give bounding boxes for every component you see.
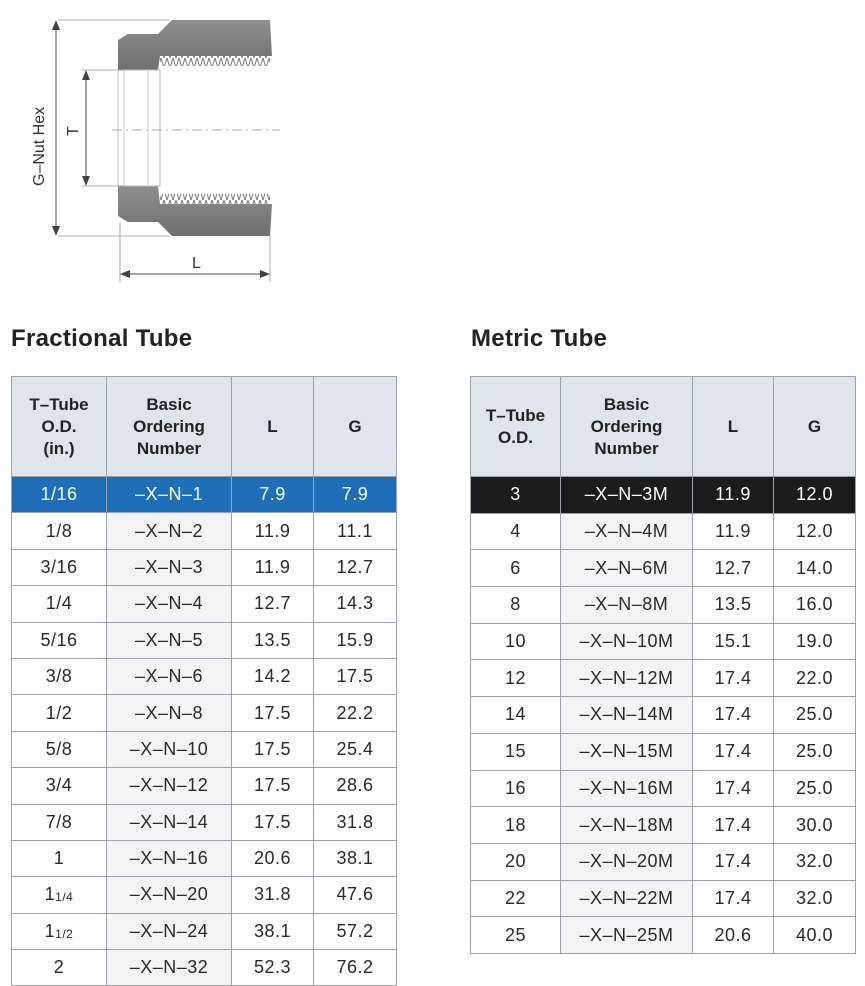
tube-od-value: 5/8: [45, 738, 73, 759]
cell-tube-od: [12, 477, 107, 513]
tube-od-fraction: 1/2: [55, 926, 74, 941]
table-row: [12, 804, 397, 840]
header-g: G: [774, 377, 856, 477]
cell-g: 31.8: [314, 804, 397, 840]
cell-tube-od: [12, 549, 107, 585]
cell-ordering-number: –X–N–18M: [561, 807, 693, 844]
cell-tube-od: [471, 587, 561, 624]
cell-g: 25.0: [774, 770, 856, 807]
cell-g: 17.5: [314, 658, 397, 694]
tube-od-value: 1/8: [45, 520, 73, 541]
table-row: [471, 697, 856, 734]
tube-od-value: 10: [504, 631, 527, 652]
tube-od-value: 5/16: [40, 629, 78, 650]
cell-g: 38.1: [314, 840, 397, 876]
tube-od-value: 7/8: [45, 811, 73, 832]
cell-ordering-number: –X–N–6: [107, 658, 232, 694]
header-l: L: [232, 377, 314, 477]
cell-tube-od: [471, 477, 561, 514]
header-g: G: [314, 377, 397, 477]
cell-ordering-number: –X–N–14M: [561, 697, 693, 734]
cell-g: 16.0: [774, 587, 856, 624]
cell-l: 17.5: [232, 695, 314, 731]
cell-ordering-number: –X–N–6M: [561, 550, 693, 587]
cell-ordering-number: –X–N–16M: [561, 770, 693, 807]
cell-tube-od: [12, 695, 107, 731]
table-row: [471, 733, 856, 770]
cell-tube-od: [471, 807, 561, 844]
table-row: [471, 477, 856, 514]
cell-g: 14.3: [314, 586, 397, 622]
cell-tube-od: [471, 550, 561, 587]
cell-ordering-number: –X–N–1: [107, 477, 232, 513]
cell-g: 22.2: [314, 695, 397, 731]
cell-ordering-number: –X–N–25M: [561, 917, 693, 954]
cell-tube-od: [12, 913, 107, 949]
tube-od-value: 20: [504, 851, 527, 872]
cell-tube-od: [471, 843, 561, 880]
cell-l: 11.9: [693, 513, 774, 550]
cell-g: 32.0: [774, 880, 856, 917]
cell-l: 38.1: [232, 913, 314, 949]
header-l: L: [693, 377, 774, 477]
cell-tube-od: [12, 586, 107, 622]
cell-tube-od: [471, 623, 561, 660]
tube-od-value: 3/4: [45, 775, 73, 796]
header-ordering-number: [561, 377, 693, 477]
cell-g: 28.6: [314, 768, 397, 804]
tube-od-value: 4: [510, 521, 521, 542]
cell-tube-od: [12, 768, 107, 804]
header-line: Ordering: [133, 416, 205, 436]
tube-od-value: 1: [44, 920, 56, 941]
cell-ordering-number: –X–N–16: [107, 840, 232, 876]
cell-g: 12.7: [314, 549, 397, 585]
cell-l: 52.3: [232, 950, 314, 986]
label-length: L: [192, 255, 201, 272]
cell-l: 7.9: [232, 477, 314, 513]
cell-l: 15.1: [693, 623, 774, 660]
header-line: O.D.: [498, 427, 533, 447]
cell-l: 20.6: [232, 840, 314, 876]
tube-od-value: 25: [504, 924, 527, 945]
cell-g: 19.0: [774, 623, 856, 660]
table-row: [12, 840, 397, 876]
cell-tube-od: [12, 658, 107, 694]
tube-od-value: 3/16: [40, 556, 78, 577]
cell-ordering-number: –X–N–15M: [561, 733, 693, 770]
table-row: [471, 917, 856, 954]
cell-l: 17.4: [693, 660, 774, 697]
cell-l: 13.5: [693, 587, 774, 624]
cell-l: 11.9: [232, 513, 314, 549]
cell-l: 11.9: [232, 549, 314, 585]
cell-g: 47.6: [314, 877, 397, 913]
table-row: [12, 549, 397, 585]
cell-tube-od: [12, 877, 107, 913]
cell-l: 12.7: [232, 586, 314, 622]
table-row: [12, 695, 397, 731]
thread-bottom: [160, 194, 270, 204]
cell-ordering-number: –X–N–8M: [561, 587, 693, 624]
header-line: T–Tube: [29, 394, 89, 414]
fractional-tube-title: Fractional Tube: [11, 325, 193, 352]
cell-ordering-number: –X–N–3: [107, 549, 232, 585]
cell-l: 13.5: [232, 622, 314, 658]
cell-g: 76.2: [314, 950, 397, 986]
tube-od-value: 2: [53, 957, 65, 978]
thread-top: [160, 56, 270, 66]
header-ordering-number: [107, 377, 232, 477]
cell-g: 25.4: [314, 731, 397, 767]
header-line: Number: [594, 438, 659, 458]
cell-ordering-number: –X–N–10: [107, 731, 232, 767]
fitting-body-bottom: [118, 186, 272, 236]
cell-g: 12.0: [774, 513, 856, 550]
table-header-row: [12, 377, 397, 477]
table-row: [471, 660, 856, 697]
table-row: [12, 768, 397, 804]
table-row: [12, 586, 397, 622]
tube-od-value: 1/16: [40, 484, 78, 505]
header-line: T–Tube: [485, 405, 546, 425]
tube-od-value: 3: [510, 484, 521, 505]
cell-l: 31.8: [232, 877, 314, 913]
cell-l: 17.4: [693, 843, 774, 880]
header-line: O.D.: [41, 416, 77, 436]
header-tube-od: [471, 377, 561, 477]
cell-g: 25.0: [774, 697, 856, 734]
cell-tube-od: [471, 770, 561, 807]
cell-ordering-number: –X–N–4M: [561, 513, 693, 550]
tube-od-value: 18: [504, 814, 527, 835]
cell-g: 22.0: [774, 660, 856, 697]
tube-od-value: 8: [510, 594, 521, 615]
table-row: [12, 877, 397, 913]
cell-ordering-number: –X–N–32: [107, 950, 232, 986]
cell-l: 20.6: [693, 917, 774, 954]
table-row: [471, 880, 856, 917]
tube-od-value: 16: [504, 777, 527, 798]
cell-ordering-number: –X–N–12M: [561, 660, 693, 697]
fitting-diagram: [20, 8, 320, 298]
header-tube-od: [12, 377, 107, 477]
cell-tube-od: [471, 660, 561, 697]
tube-od-value: 1/4: [45, 593, 73, 614]
cell-ordering-number: –X–N–10M: [561, 623, 693, 660]
table-row: [471, 770, 856, 807]
cell-ordering-number: –X–N–12: [107, 768, 232, 804]
table-row: [471, 550, 856, 587]
table-row: [471, 623, 856, 660]
label-hex: G–Nut Hex: [31, 106, 48, 186]
cell-ordering-number: –X–N–3M: [561, 477, 693, 514]
table-row: [471, 587, 856, 624]
metric-tube-title: Metric Tube: [471, 325, 608, 352]
cell-g: 14.0: [774, 550, 856, 587]
table-row: [12, 658, 397, 694]
cell-ordering-number: –X–N–20M: [561, 843, 693, 880]
header-line: Basic: [146, 394, 192, 414]
cell-ordering-number: –X–N–2: [107, 513, 232, 549]
table-row: [12, 731, 397, 767]
cell-ordering-number: –X–N–24: [107, 913, 232, 949]
cell-l: 17.4: [693, 807, 774, 844]
tube-od-fraction: 1/4: [55, 890, 74, 905]
table-row: [12, 622, 397, 658]
cell-ordering-number: –X–N–22M: [561, 880, 693, 917]
cell-g: 25.0: [774, 733, 856, 770]
table-header-row: [471, 377, 856, 477]
table-row: [12, 950, 397, 986]
cell-tube-od: [12, 731, 107, 767]
cell-ordering-number: –X–N–14: [107, 804, 232, 840]
cell-l: 12.7: [693, 550, 774, 587]
cell-tube-od: [12, 622, 107, 658]
cell-g: 57.2: [314, 913, 397, 949]
cell-tube-od: [471, 697, 561, 734]
label-thread: T: [65, 126, 82, 136]
cell-l: 17.4: [693, 733, 774, 770]
tube-od-value: 1/2: [45, 702, 73, 723]
table-row: [471, 513, 856, 550]
cell-ordering-number: –X–N–8: [107, 695, 232, 731]
cell-tube-od: [12, 840, 107, 876]
tube-od-value: 6: [510, 557, 521, 578]
cell-g: 11.1: [314, 513, 397, 549]
table-row: [471, 843, 856, 880]
cell-tube-od: [471, 733, 561, 770]
cell-l: 17.4: [693, 880, 774, 917]
cell-l: 17.5: [232, 768, 314, 804]
cell-tube-od: [12, 950, 107, 986]
cell-ordering-number: –X–N–20: [107, 877, 232, 913]
tube-od-value: 3/8: [45, 666, 73, 687]
cell-l: 17.5: [232, 804, 314, 840]
header-line: Ordering: [590, 416, 663, 436]
cell-g: 12.0: [774, 477, 856, 514]
cell-g: 32.0: [774, 843, 856, 880]
tube-od-value: 22: [504, 887, 527, 908]
tube-od-value: 15: [504, 741, 527, 762]
table-row: [471, 807, 856, 844]
metric-tube-table: [470, 376, 856, 954]
tube-od-value: 12: [504, 667, 527, 688]
header-line: (in.): [43, 438, 75, 458]
table-row: [12, 513, 397, 549]
table-row: [12, 913, 397, 949]
cell-g: 40.0: [774, 917, 856, 954]
cell-tube-od: [12, 804, 107, 840]
fractional-tube-table: [11, 376, 397, 986]
cell-g: 30.0: [774, 807, 856, 844]
cell-l: 17.4: [693, 770, 774, 807]
tube-od-value: 1: [53, 848, 65, 869]
cell-l: 17.4: [693, 697, 774, 734]
cell-ordering-number: –X–N–4: [107, 586, 232, 622]
cell-tube-od: [471, 917, 561, 954]
cell-tube-od: [12, 513, 107, 549]
cell-l: 11.9: [693, 477, 774, 514]
cell-tube-od: [471, 880, 561, 917]
cell-g: 7.9: [314, 477, 397, 513]
table-row: [12, 477, 397, 513]
tube-od-value: 1: [44, 884, 56, 905]
cell-ordering-number: –X–N–5: [107, 622, 232, 658]
tube-od-value: 14: [504, 704, 527, 725]
cell-l: 17.5: [232, 731, 314, 767]
cell-tube-od: [471, 513, 561, 550]
cell-l: 14.2: [232, 658, 314, 694]
header-line: Number: [136, 438, 202, 458]
header-line: Basic: [603, 394, 650, 414]
cell-g: 15.9: [314, 622, 397, 658]
